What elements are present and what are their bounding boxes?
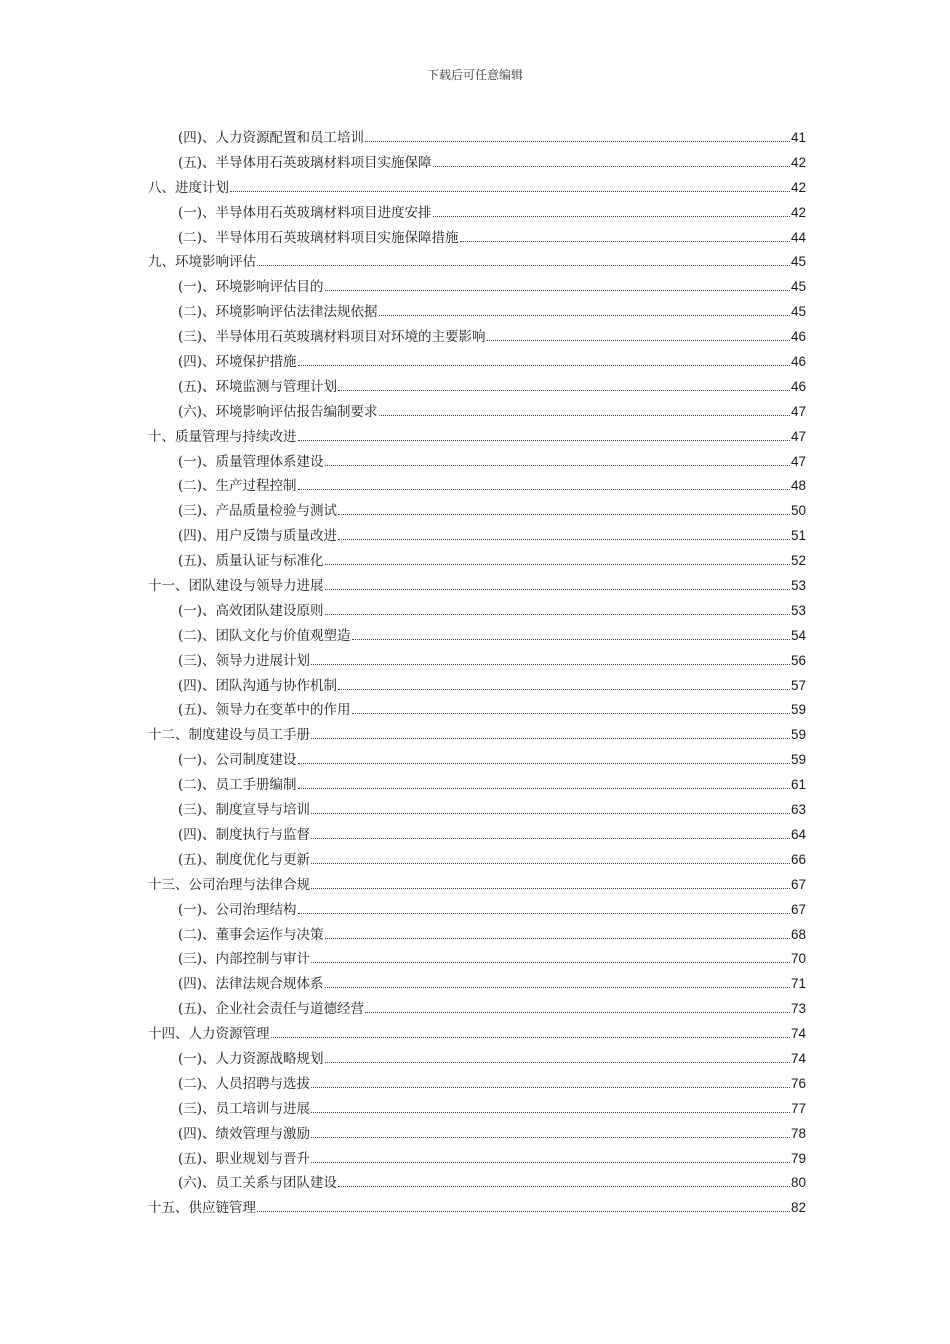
toc-entry-title: (五)、环境监测与管理计划 — [178, 378, 338, 395]
toc-entry-title: (五)、职业规划与晋升 — [178, 1150, 311, 1167]
toc-dot-leader — [311, 1112, 790, 1113]
toc-section-entry[interactable] — [148, 848, 806, 873]
toc-page-number: 59 — [790, 727, 806, 743]
toc-page-number: 78 — [790, 1125, 806, 1141]
toc-dot-leader — [311, 1162, 790, 1163]
toc-dot-leader — [298, 489, 790, 490]
toc-dot-leader — [487, 340, 790, 341]
toc-section-entry[interactable] — [148, 549, 806, 574]
toc-page-number: 52 — [790, 553, 806, 569]
toc-section-entry[interactable] — [148, 624, 806, 649]
toc-dot-leader — [311, 1137, 790, 1138]
toc-section-entry[interactable] — [148, 1171, 806, 1196]
toc-section-entry[interactable] — [148, 325, 806, 350]
toc-page-number: 46 — [790, 378, 806, 394]
toc-page-number: 67 — [790, 901, 806, 917]
toc-page-number: 47 — [790, 403, 806, 419]
toc-entry-title: 十、质量管理与持续改进 — [148, 428, 297, 445]
toc-section-entry[interactable] — [148, 126, 806, 151]
toc-section-entry[interactable] — [148, 450, 806, 475]
toc-section-entry[interactable] — [148, 201, 806, 226]
toc-dot-leader — [365, 1012, 790, 1013]
toc-chapter-entry[interactable] — [148, 1022, 806, 1047]
toc-section-entry[interactable] — [148, 947, 806, 972]
toc-page-number: 47 — [790, 453, 806, 469]
toc-page-number: 66 — [790, 851, 806, 867]
toc-entry-title: (五)、质量认证与标准化 — [178, 553, 324, 570]
toc-section-entry[interactable] — [148, 1072, 806, 1097]
toc-dot-leader — [379, 415, 790, 416]
toc-entry-title: (四)、环境保护措施 — [178, 354, 297, 371]
toc-dot-leader — [325, 290, 790, 291]
toc-entry-title: 十二、制度建设与员工手册 — [148, 727, 310, 744]
toc-chapter-entry[interactable] — [148, 1196, 806, 1221]
toc-section-entry[interactable] — [148, 1122, 806, 1147]
toc-section-entry[interactable] — [148, 275, 806, 300]
table-of-contents — [148, 126, 806, 1221]
toc-dot-leader — [325, 564, 790, 565]
toc-section-entry[interactable] — [148, 748, 806, 773]
toc-section-entry[interactable] — [148, 997, 806, 1022]
toc-dot-leader — [338, 1186, 790, 1187]
toc-dot-leader — [433, 166, 790, 167]
toc-page-number: 51 — [790, 528, 806, 544]
toc-dot-leader — [298, 763, 790, 764]
toc-dot-leader — [379, 315, 790, 316]
toc-entry-title: (三)、领导力进展计划 — [178, 652, 311, 669]
toc-entry-title: (三)、制度宣导与培训 — [178, 802, 311, 819]
toc-page-number: 67 — [790, 876, 806, 892]
toc-page-number: 73 — [790, 1001, 806, 1017]
toc-entry-title: (一)、人力资源战略规划 — [178, 1050, 324, 1067]
toc-entry-title: (四)、法律法规合规体系 — [178, 976, 324, 993]
toc-page-number: 77 — [790, 1100, 806, 1116]
toc-page-number: 57 — [790, 677, 806, 693]
toc-page-number: 80 — [790, 1175, 806, 1191]
toc-entry-title: (一)、半导体用石英玻璃材料项目进度安排 — [178, 204, 432, 221]
toc-page-number: 45 — [790, 279, 806, 295]
toc-dot-leader — [257, 265, 790, 266]
toc-dot-leader — [325, 987, 790, 988]
toc-section-entry[interactable] — [148, 400, 806, 425]
toc-section-entry[interactable] — [148, 823, 806, 848]
toc-dot-leader — [338, 689, 790, 690]
toc-entry-title: (二)、环境影响评估法律法规依据 — [178, 304, 378, 321]
toc-dot-leader — [325, 589, 790, 590]
toc-entry-title: (四)、人力资源配置和员工培训 — [178, 130, 365, 146]
toc-section-entry[interactable] — [148, 698, 806, 723]
toc-section-entry[interactable] — [148, 226, 806, 251]
toc-dot-leader — [338, 514, 790, 515]
toc-entry-title: (一)、公司制度建设 — [178, 752, 297, 769]
toc-dot-leader — [433, 216, 790, 217]
toc-section-entry[interactable] — [148, 898, 806, 923]
toc-entry-title: (一)、公司治理结构 — [178, 901, 297, 918]
toc-entry-title: (三)、半导体用石英玻璃材料项目对环境的主要影响 — [178, 329, 486, 346]
toc-page-number: 59 — [790, 702, 806, 718]
toc-chapter-entry[interactable] — [148, 250, 806, 275]
toc-dot-leader — [311, 888, 790, 889]
toc-dot-leader — [311, 813, 790, 814]
toc-page-number: 50 — [790, 503, 806, 519]
toc-dot-leader — [325, 465, 790, 466]
toc-page-number: 41 — [790, 130, 806, 145]
toc-entry-title: 十一、团队建设与领导力进展 — [148, 578, 324, 595]
toc-section-entry[interactable] — [148, 1147, 806, 1172]
toc-page-number: 63 — [790, 802, 806, 818]
toc-dot-leader — [311, 1087, 790, 1088]
toc-page-number: 79 — [790, 1150, 806, 1166]
toc-page-number: 47 — [790, 428, 806, 444]
toc-entry-title: (二)、员工手册编制 — [178, 777, 297, 794]
toc-dot-leader — [298, 913, 790, 914]
toc-section-entry[interactable] — [148, 1047, 806, 1072]
toc-page-number: 70 — [790, 951, 806, 967]
toc-entry-title: 十四、人力资源管理 — [148, 1026, 270, 1043]
toc-page-number: 68 — [790, 926, 806, 942]
toc-entry-title: (六)、环境影响评估报告编制要求 — [178, 403, 378, 420]
toc-dot-leader — [352, 639, 790, 640]
toc-section-entry[interactable] — [148, 499, 806, 524]
toc-entry-title: 十三、公司治理与法律合规 — [148, 876, 310, 893]
toc-dot-leader — [311, 664, 790, 665]
toc-page-number: 59 — [790, 752, 806, 768]
toc-entry-title: (三)、产品质量检验与测试 — [178, 503, 338, 520]
toc-page-number: 42 — [790, 204, 806, 220]
toc-page-number: 74 — [790, 1026, 806, 1042]
toc-entry-title: (五)、制度优化与更新 — [178, 851, 311, 868]
toc-dot-leader — [325, 938, 790, 939]
toc-page-number: 71 — [790, 976, 806, 992]
toc-entry-title: (四)、绩效管理与激励 — [178, 1125, 311, 1142]
toc-entry-title: (一)、高效团队建设原则 — [178, 602, 324, 619]
toc-entry-title: (四)、用户反馈与质量改进 — [178, 528, 338, 545]
toc-dot-leader — [338, 539, 790, 540]
toc-page-number: 61 — [790, 777, 806, 793]
toc-page-number: 56 — [790, 652, 806, 668]
toc-page-number: 53 — [790, 602, 806, 618]
toc-page-number: 64 — [790, 826, 806, 842]
toc-page-number: 42 — [790, 179, 806, 195]
toc-entry-title: (二)、团队文化与价值观塑造 — [178, 627, 351, 644]
toc-dot-leader — [311, 738, 790, 739]
toc-section-entry[interactable] — [148, 773, 806, 798]
toc-entry-title: (二)、半导体用石英玻璃材料项目实施保障措施 — [178, 229, 459, 246]
toc-entry-title: (二)、人员招聘与选拔 — [178, 1075, 311, 1092]
toc-page-number: 44 — [790, 229, 806, 245]
toc-section-entry[interactable] — [148, 300, 806, 325]
toc-dot-leader — [311, 838, 790, 839]
toc-entry-title: (二)、生产过程控制 — [178, 478, 297, 495]
toc-chapter-entry[interactable] — [148, 723, 806, 748]
toc-page-number: 45 — [790, 254, 806, 270]
toc-section-entry[interactable] — [148, 151, 806, 176]
page-header: 下载后可任意编辑 — [426, 68, 523, 82]
toc-entry-title: (六)、员工关系与团队建设 — [178, 1175, 338, 1192]
toc-page-number: 74 — [790, 1050, 806, 1066]
toc-section-entry[interactable] — [148, 375, 806, 400]
toc-chapter-entry[interactable] — [148, 176, 806, 201]
toc-page-number: 45 — [790, 304, 806, 320]
toc-page-number: 46 — [790, 329, 806, 345]
toc-entry-title: 九、环境影响评估 — [148, 254, 256, 271]
toc-dot-leader — [311, 863, 790, 864]
toc-section-entry[interactable] — [148, 798, 806, 823]
toc-dot-leader — [311, 962, 790, 963]
toc-dot-leader — [338, 390, 790, 391]
toc-entry-title: 八、进度计划 — [148, 179, 229, 196]
toc-chapter-entry[interactable] — [148, 425, 806, 450]
toc-entry-title: (二)、董事会运作与决策 — [178, 926, 324, 943]
toc-section-entry[interactable] — [148, 649, 806, 674]
toc-entry-title: (五)、半导体用石英玻璃材料项目实施保障 — [178, 154, 432, 171]
toc-entry-title: (三)、员工培训与进展 — [178, 1100, 311, 1117]
toc-entry-title: (四)、制度执行与监督 — [178, 826, 311, 843]
toc-section-entry[interactable] — [148, 474, 806, 499]
toc-section-entry[interactable] — [148, 350, 806, 375]
toc-page-number: 53 — [790, 578, 806, 594]
toc-entry-title: (五)、企业社会责任与道德经营 — [178, 1001, 365, 1018]
toc-dot-leader — [365, 141, 790, 142]
toc-chapter-entry[interactable] — [148, 574, 806, 599]
toc-dot-leader — [230, 191, 790, 192]
toc-dot-leader — [271, 1037, 790, 1038]
toc-page-number: 82 — [790, 1200, 806, 1216]
toc-page-number: 46 — [790, 354, 806, 370]
toc-page-number: 54 — [790, 627, 806, 643]
toc-chapter-entry[interactable] — [148, 873, 806, 898]
toc-dot-leader — [325, 1062, 790, 1063]
toc-section-entry[interactable] — [148, 1097, 806, 1122]
toc-page-number: 42 — [790, 154, 806, 170]
toc-entry-title: (四)、团队沟通与协作机制 — [178, 677, 338, 694]
toc-entry-title: (一)、环境影响评估目的 — [178, 279, 324, 296]
toc-entry-title: 十五、供应链管理 — [148, 1200, 256, 1217]
toc-section-entry[interactable] — [148, 674, 806, 699]
toc-section-entry[interactable] — [148, 524, 806, 549]
toc-section-entry[interactable] — [148, 972, 806, 997]
toc-dot-leader — [298, 365, 790, 366]
toc-dot-leader — [257, 1211, 790, 1212]
toc-dot-leader — [352, 713, 790, 714]
toc-page-number: 76 — [790, 1075, 806, 1091]
toc-dot-leader — [325, 614, 790, 615]
toc-dot-leader — [460, 241, 790, 242]
toc-dot-leader — [298, 440, 790, 441]
toc-entry-title: (三)、内部控制与审计 — [178, 951, 311, 968]
toc-section-entry[interactable] — [148, 923, 806, 948]
toc-section-entry[interactable] — [148, 599, 806, 624]
toc-entry-title: (一)、质量管理体系建设 — [178, 453, 324, 470]
toc-entry-title: (五)、领导力在变革中的作用 — [178, 702, 351, 719]
toc-page-number: 48 — [790, 478, 806, 494]
toc-dot-leader — [298, 788, 790, 789]
